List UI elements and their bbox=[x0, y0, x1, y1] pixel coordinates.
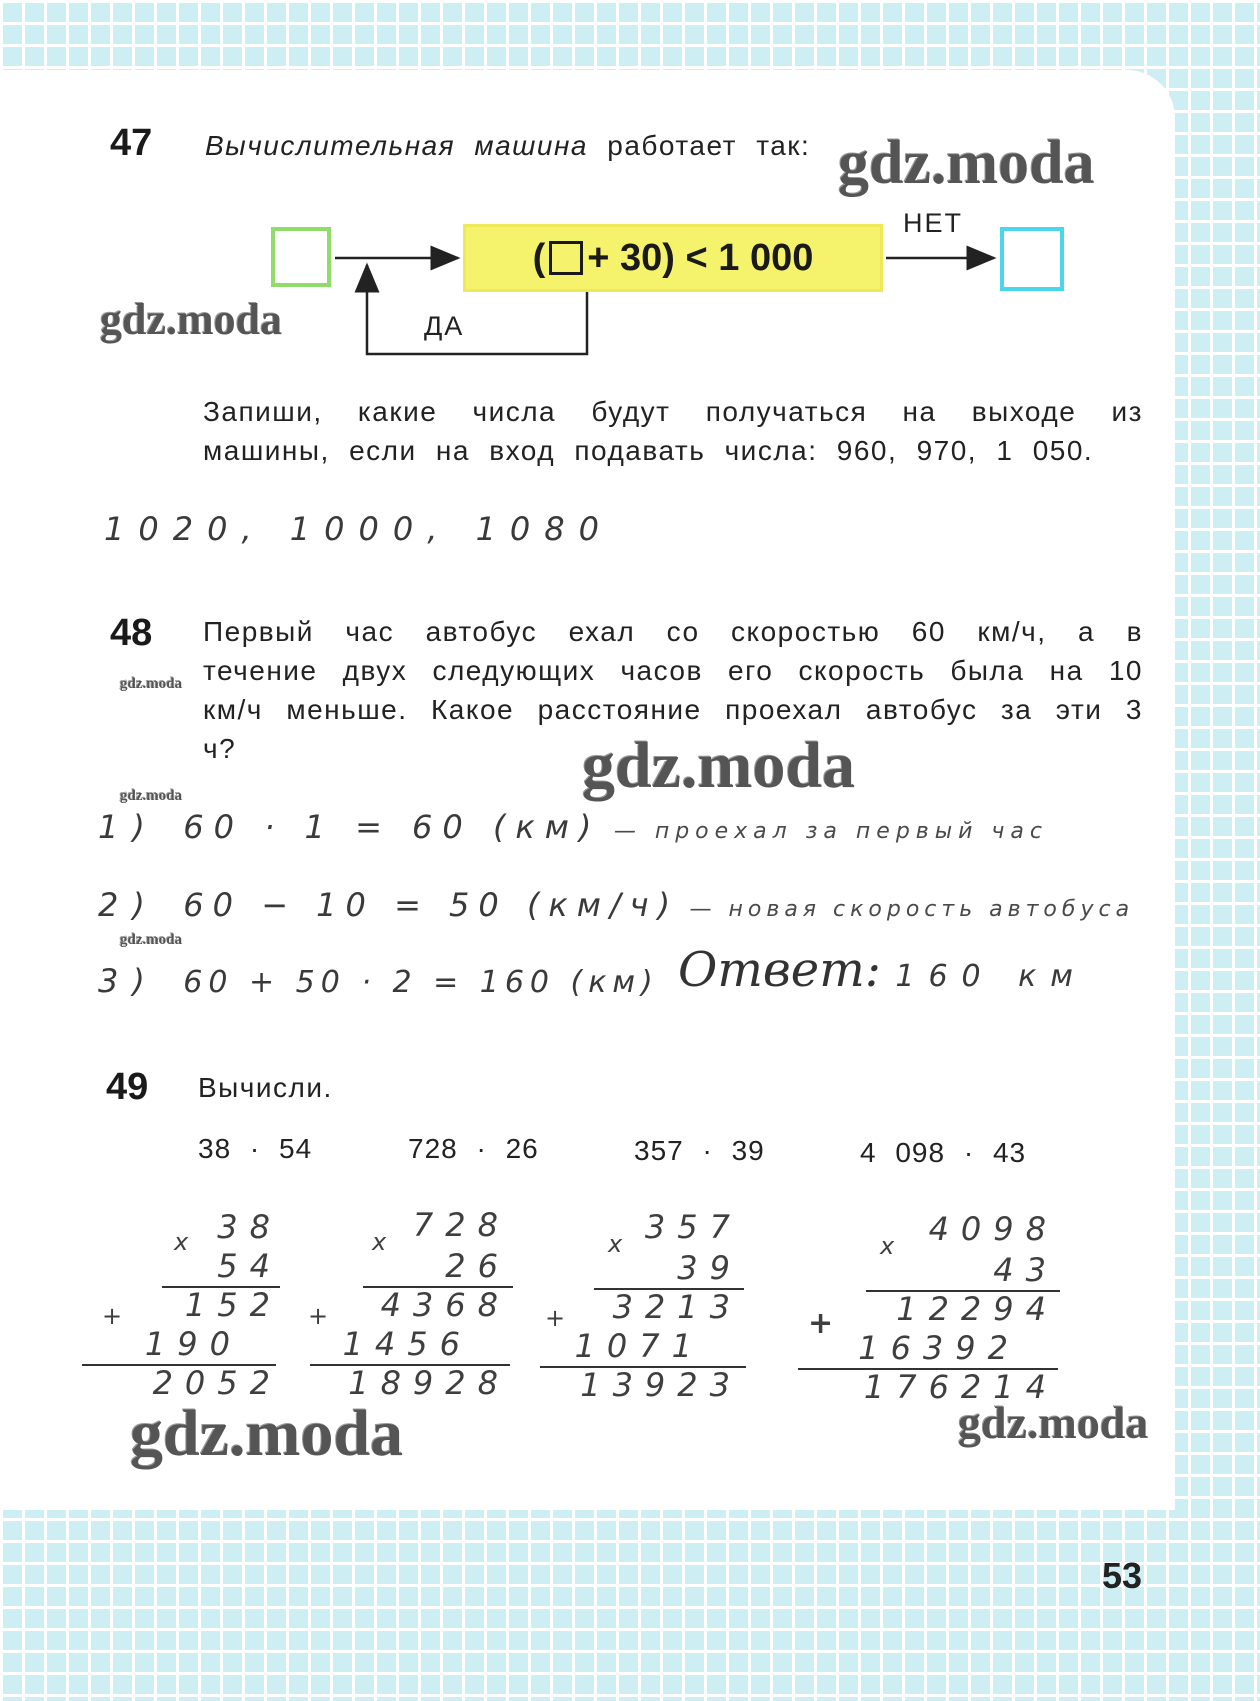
col-4-factor-a: 4098 bbox=[928, 1210, 1058, 1248]
step-2-note: — новая скорость автобуса bbox=[689, 897, 1135, 922]
problem-4: 4 098 · 43 bbox=[860, 1137, 1027, 1168]
watermark-3: gdz.moda bbox=[120, 676, 183, 692]
page-number: 53 bbox=[1102, 1555, 1143, 1596]
watermark-8: gdz.moda bbox=[958, 1397, 1149, 1448]
col-1-result: 2052 bbox=[152, 1364, 282, 1402]
watermark-5: gdz.moda bbox=[120, 788, 183, 804]
step-1-note: — проехал за первый час bbox=[613, 819, 1048, 844]
col-2-factor-a: 728 bbox=[412, 1206, 510, 1244]
col-2-times-sign: x bbox=[372, 1228, 399, 1256]
solution-step-1 bbox=[98, 808, 1048, 846]
col-1-factor-a: 38 bbox=[217, 1208, 282, 1246]
watermark-1: gdz.moda bbox=[838, 129, 1095, 197]
condition-prefix: ( bbox=[532, 236, 546, 279]
solution-step-3 bbox=[98, 962, 659, 1000]
watermark-4: gdz.moda bbox=[582, 729, 856, 802]
col-4-partial-1: 12294 bbox=[896, 1290, 1058, 1328]
step-3-number: 3) bbox=[98, 962, 159, 1000]
solution-step-2 bbox=[98, 886, 1134, 924]
watermark-2: gdz.moda bbox=[100, 295, 283, 344]
col-2-factor-b: 26 bbox=[445, 1247, 510, 1285]
label-no: НЕТ bbox=[903, 208, 963, 238]
step-1-number: 1) bbox=[98, 808, 159, 846]
task-49-text: Вычисли. bbox=[198, 1072, 333, 1103]
loop-back-arrow bbox=[367, 265, 587, 354]
col-3-factor-b: 39 bbox=[677, 1249, 742, 1287]
problem-3: 357 · 39 bbox=[634, 1135, 765, 1166]
task-48-text: Первый час автобус ехал со скоростью 60 км/ч, а в течение двух следующих часов его скорость была на 10 км/ч меньше. Какое расстояние проехал автобус за эти 3 ч? bbox=[203, 616, 1143, 764]
col-2-plus-sign: + bbox=[308, 1302, 341, 1330]
problem-1: 38 · 54 bbox=[198, 1133, 313, 1164]
col-1-partial-2: 190 bbox=[144, 1325, 242, 1363]
col-3-partial-1: 3213 bbox=[612, 1288, 742, 1326]
col-2-result: 18928 bbox=[348, 1364, 510, 1402]
task-47-intro-rest: работает так: bbox=[607, 130, 811, 161]
col-1-factor-b: 54 bbox=[217, 1247, 282, 1285]
condition-suffix: + 30) < 1 000 bbox=[587, 236, 814, 279]
col-4-result: 176214 bbox=[863, 1368, 1058, 1406]
task-49-number: 49 bbox=[106, 1066, 149, 1108]
task-47-intro-italic: Вычислительная машина bbox=[205, 130, 588, 161]
col-1-plus-sign: + bbox=[102, 1302, 135, 1330]
col-4-factor-b: 43 bbox=[993, 1251, 1058, 1289]
step-2-expression: 60 − 10 = 50 (км/ч) bbox=[183, 886, 680, 924]
watermark-6: gdz.moda bbox=[120, 932, 183, 948]
col-1-times-sign: x bbox=[174, 1228, 201, 1256]
task-47-number: 47 bbox=[110, 122, 153, 164]
watermark-7: gdz.moda bbox=[130, 1397, 404, 1470]
col-3-plus-sign: + bbox=[545, 1304, 578, 1332]
col-4-partial-2: 16392 bbox=[858, 1329, 1020, 1367]
task-48-answer bbox=[678, 942, 1087, 998]
col-3-factor-a: 357 bbox=[644, 1208, 742, 1246]
answer-label: Ответ: bbox=[678, 942, 881, 998]
col-2-partial-2: 1456 bbox=[342, 1325, 472, 1363]
step-3-expression: 60 + 50 · 2 = 160 (км) bbox=[183, 965, 659, 1000]
step-1-expression: 60 · 1 = 60 (км) bbox=[183, 808, 602, 846]
col-2-partial-1: 4368 bbox=[380, 1286, 510, 1324]
step-2-number: 2) bbox=[98, 886, 159, 924]
task-47-text: Запиши, какие числа будут получаться на выходе из машины, если на вход подавать числа: 960, 970, 1 050. bbox=[203, 396, 1143, 466]
task-48-number: 48 bbox=[110, 612, 153, 654]
label-yes: ДА bbox=[424, 311, 465, 341]
col-4-plus-sign: + bbox=[808, 1306, 846, 1341]
answer-value: 160 км bbox=[895, 959, 1087, 994]
problem-2: 728 · 26 bbox=[408, 1133, 539, 1164]
col-1-partial-1: 152 bbox=[184, 1286, 282, 1324]
col-3-partial-2: 1071 bbox=[574, 1327, 704, 1365]
col-4-times-sign: x bbox=[880, 1232, 907, 1260]
col-3-result: 13923 bbox=[580, 1366, 742, 1404]
col-3-times-sign: x bbox=[608, 1230, 635, 1258]
task-47-answer: 1020, 1000, 1080 bbox=[104, 510, 613, 548]
